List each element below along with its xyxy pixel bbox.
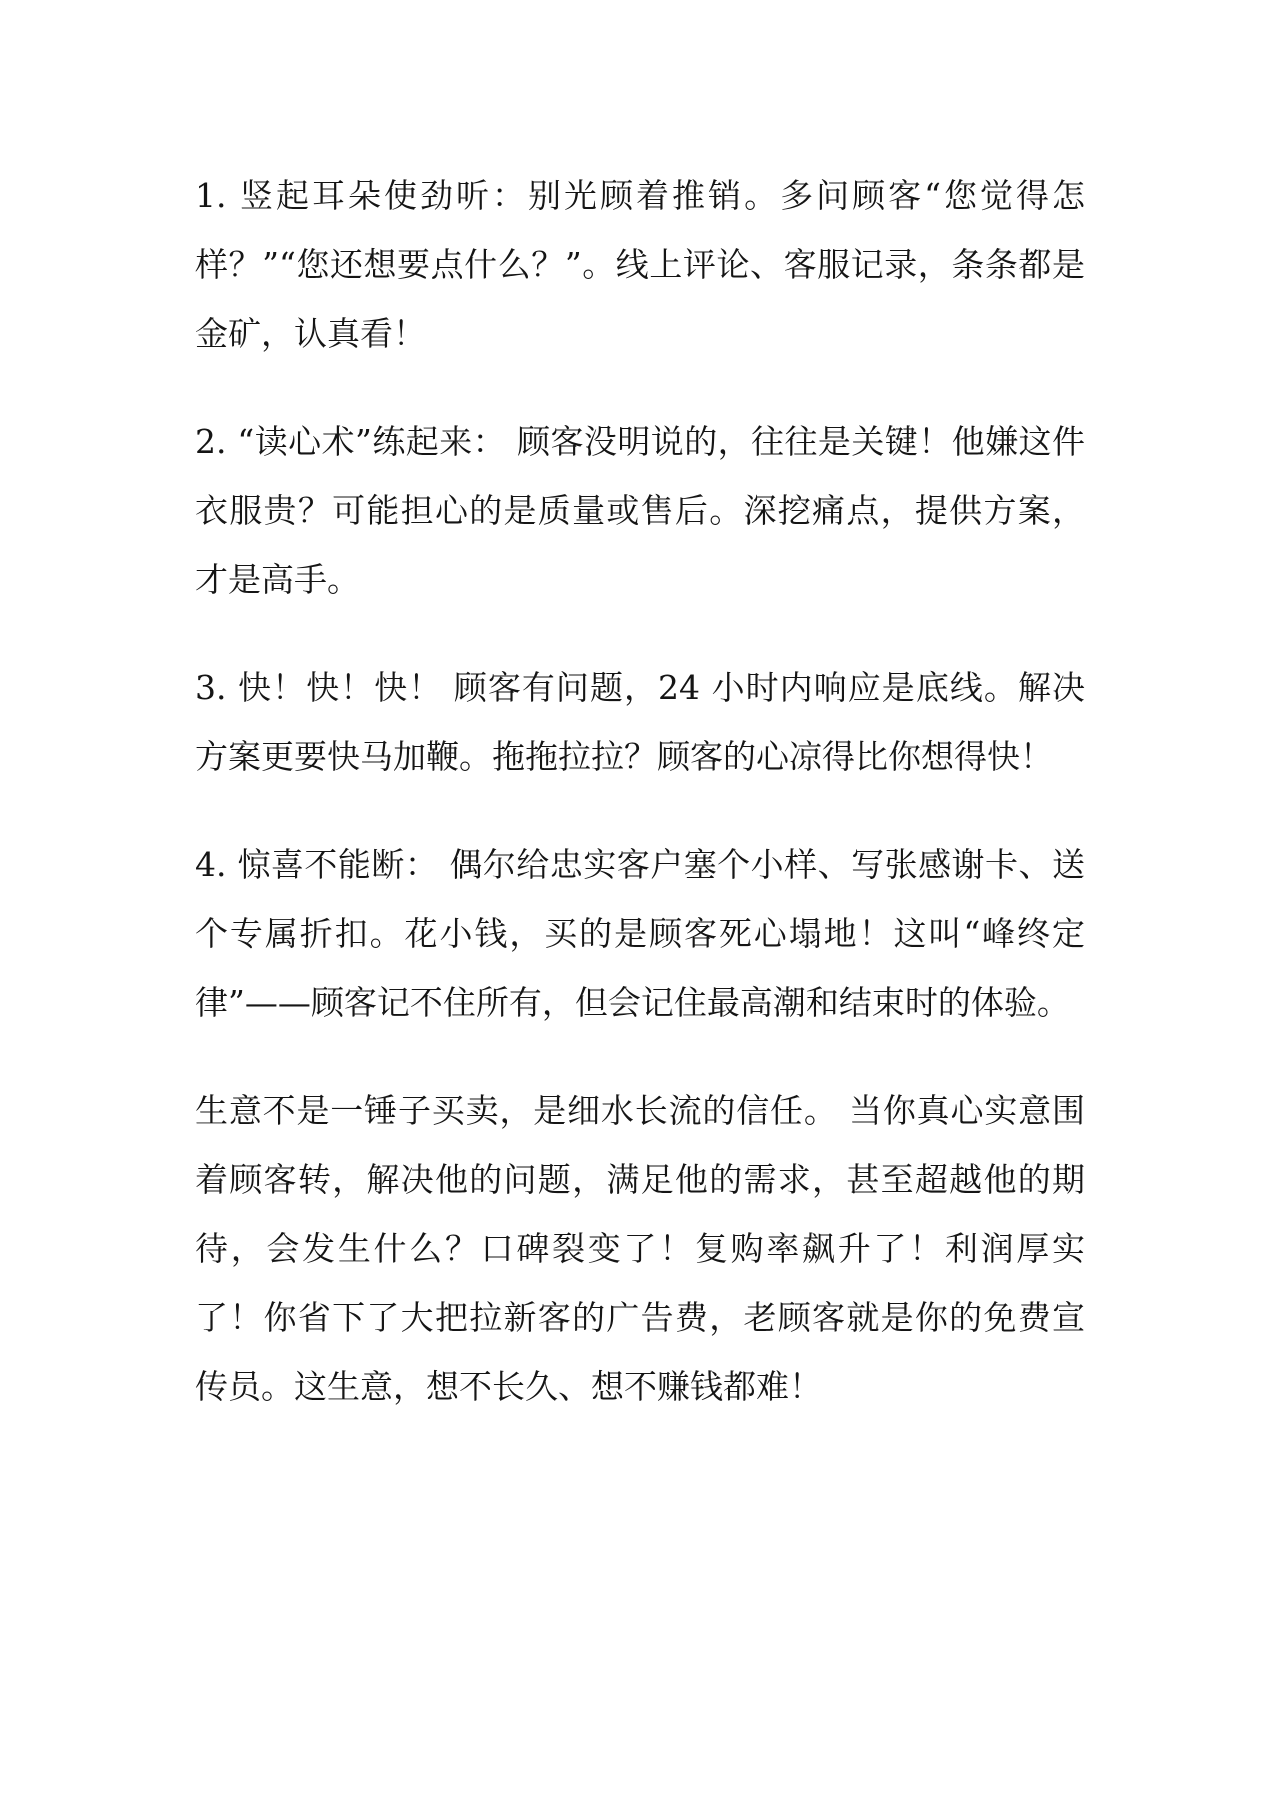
- paragraph-surprises: 4. 惊喜不能断： 偶尔给忠实客户塞个小样、写张感谢卡、送个专属折扣。花小钱，买的是顾客死心塌地！这叫“峰终定律”——顾客记不住所有，但会记住最高潮和结束时的体验。: [195, 845, 1085, 1022]
- paragraph-mind-reading: 2. “读心术”练起来： 顾客没明说的，往往是关键！他嫌这件衣服贵？可能担心的是质量或售后。深挖痛点，提供方案，才是高手。: [195, 422, 1085, 599]
- paragraph-fast-response: 3. 快！快！快！ 顾客有问题，24 小时内响应是底线。解决方案更要快马加鞭。拖拖拉拉？顾客的心凉得比你想得快！: [195, 668, 1085, 776]
- paragraph-listen: 1. 竖起耳朵使劲听：别光顾着推销。多问顾客“您觉得怎样？”“您还想要点什么？”。线上评论、客服记录，条条都是金矿，认真看！: [195, 176, 1085, 353]
- document-body: [195, 161, 1085, 1460]
- paragraph-conclusion: 生意不是一锤子买卖，是细水长流的信任。 当你真心实意围着顾客转，解决他的问题，满足他的需求，甚至超越他的期待，会发生什么？口碑裂变了！复购率飙升了！利润厚实了！你省下了大把拉新客的广告费，老顾客就是你的免费宣传员。这生意，想不长久、想不赚钱都难！: [195, 1091, 1085, 1406]
